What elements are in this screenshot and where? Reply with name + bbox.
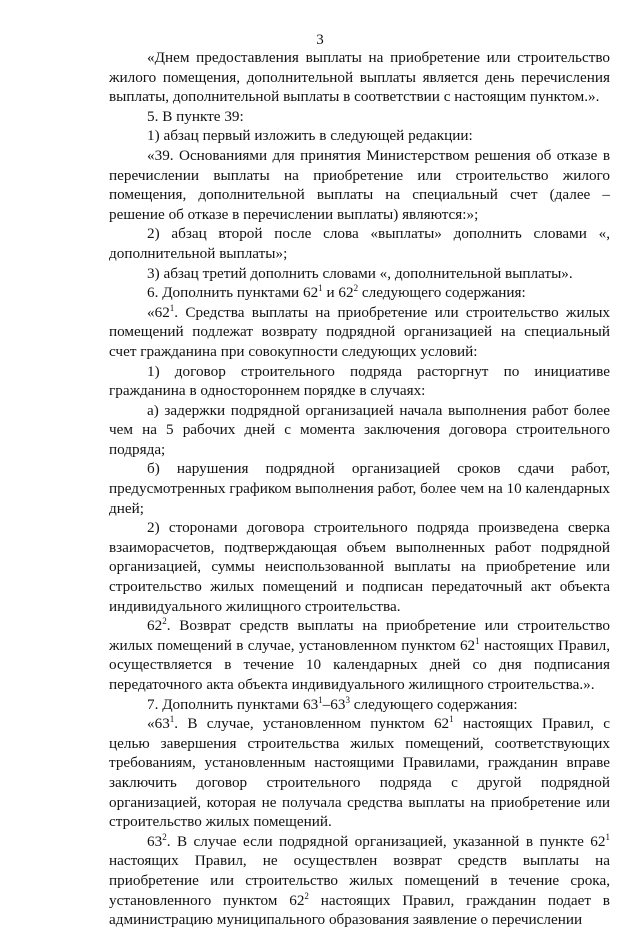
paragraph-8: «$62^1$. Средства выплаты на приобретение или строительство жилых помещений подлежат возврату подрядной организацией на специальный счет гражданина при совокупности следующих условий:: [109, 302, 610, 360]
paragraph-4: «39. Основаниями для принятия Министерством решения об отказе в перечислении выплаты на приобретение или строительство жилого помещения, дополнительной выплаты на специальный счет (далее – решение об отказе в перечислении выплаты) являются:»;: [109, 146, 610, 223]
paragraph-2: 5. В пункте 39:: [147, 107, 244, 125]
paragraph-14: 7. Дополнить пунктами $63^1-63^3$ следующего содержания:: [147, 694, 518, 713]
paragraph-11: б) нарушения подрядной организацией сроков сдачи работ, предусмотренных графиком выполнения работ, более чем на 10 календарных дней;: [109, 460, 610, 517]
document-body: [109, 48, 610, 930]
paragraph-10: а) задержки подрядной организацией начала выполнения работ более чем на 5 рабочих дней с момента заключения договора строительного подряда;: [109, 401, 610, 458]
paragraph-13: $62^2$. Возврат средств выплаты на приобретение или строительство жилых помещений в случае, установленном пунктом $62^1$ настоящих Правил, осуществляется в течение 10 календарных дней со дня подписания передаточного акта объекта индивидуального жилищного строительства.».: [109, 616, 610, 693]
paragraph-7: 6. Дополнить пунктами $62^1$ и $62^2$ следующего содержания:: [147, 283, 526, 302]
paragraph-16: $63^2$. В случае если подрядной организацией, указанной в пункте $62^1$ настоящих Правил, не осуществлен возврат средств выплаты на приобретение или строительство жилых помещений в течение срока, установленного пунктом $62^2$ настоящих Правил, гражданин подает в администрацию муниципального образования заявление о перечислении: [109, 831, 610, 929]
paragraph-9: 1) договор строительного подряда расторгнут по инициативе гражданина в одностороннем порядке в случаях:: [109, 362, 610, 400]
paragraph-15: «$63^1$. В случае, установленном пунктом $62^1$ настоящих Правил, с целью завершения строительства жилых помещений, соответствующих требованиям, установленным настоящими Правилами, гражданин вправе заключить договор строительного подряда с другой подрядной организацией, которая не получала средства выплаты на приобретение или строительство жилых помещений.: [109, 714, 610, 831]
paragraph-12: 2) сторонами договора строительного подряда произведена сверка взаиморасчетов, подтверждающая объем выполненных работ подрядной организацией, суммы неиспользованной выплаты на приобретение или строительство жилых помещений и подписан передаточный акт объекта индивидуального жилищного строительства.: [109, 519, 610, 615]
page-number: 3: [316, 32, 324, 48]
paragraph-1: «Днем предоставления выплаты на приобретение или строительство жилого помещения, дополнительной выплаты является день перечисления выплаты, дополнительной выплаты в соответствии с настоящим пунктом.».: [109, 49, 610, 106]
paragraph-3: 1) абзац первый изложить в следующей редакции:: [147, 127, 473, 145]
paragraph-5: 2) абзац второй после слова «выплаты» дополнить словами «, дополнительной выплаты»;: [109, 225, 610, 262]
paragraph-6: 3) абзац третий дополнить словами «, дополнительной выплаты».: [147, 264, 573, 282]
